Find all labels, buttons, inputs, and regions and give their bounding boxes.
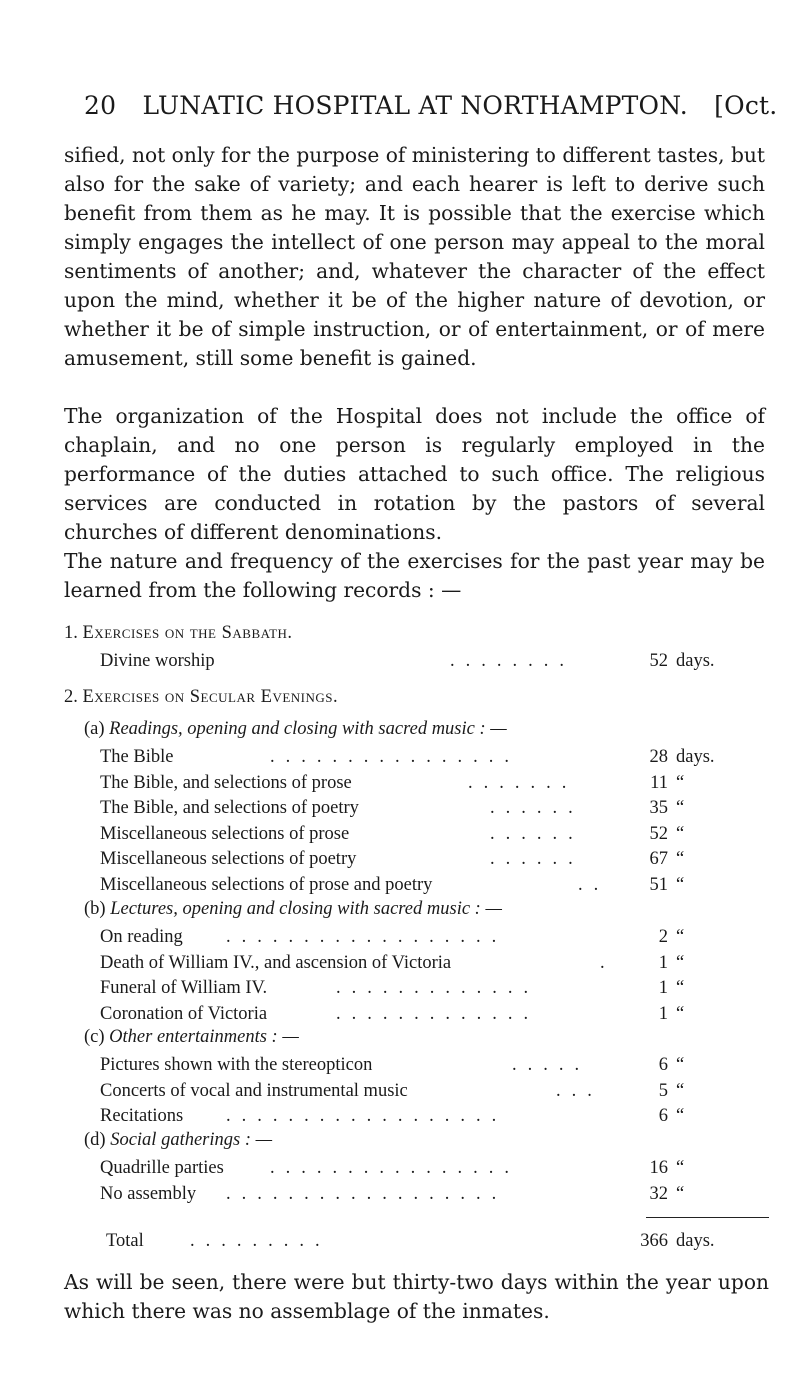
total-value: 366 [640,1231,668,1251]
record-label: Miscellaneous selections of poetry [100,849,357,869]
record-label: No assembly [100,1183,197,1204]
record-value: 28 [649,747,668,767]
header-date: [Oct. [714,91,778,120]
page-number: 20 [84,91,117,120]
record-row: The Bible ................ 28 days. [100,744,769,770]
body-paragraph-1: sified, not only for the purpose of ministering to different tastes, but also for the sake of variety; and each hearer is left to derive such benefit from them as he may. It is possible that the exercise which simply engages the intellect of one person may appeal to the moral sentiments of another; and, whatever the character of the effect upon the mind, whether it be of the higher nature of devotion, or whether it be of simple instruction, or of entertainment, or of mere amusement, still some benefit is gained. [64,143,765,370]
record-value: 11 [650,772,668,793]
record-unit: “ [676,772,685,793]
record-row: No assembly .................. 32 “ [100,1181,769,1207]
record-label: Pictures shown with the stereopticon [100,1055,373,1075]
body-paragraph-3: The nature and frequency of the exercises for the past year may be learned from the following records : — [64,549,765,602]
total-unit: days. [676,1231,715,1251]
sum-rule [646,1217,769,1218]
record-unit: “ [676,874,685,895]
record-row: Miscellaneous selections of poetry ...... 67 “ [100,846,769,872]
record-value: 6 [658,1055,668,1075]
running-title: LUNATIC HOSPITAL AT NORTHAMPTON. [142,91,688,120]
record-value: 1 [658,1003,668,1024]
record-row: On reading .................. 2 “ [100,924,769,950]
record-row: The Bible, and selections of prose ....... 11 “ [100,770,769,796]
record-unit: “ [676,1106,685,1126]
body-paragraph-2: The organization of the Hospital does not include the office of chaplain, and no one person is regularly employed in the performance of the duties attached to such office. The religious services are conducted in rotation by the pastors of several churches of different denominations. [64,404,765,544]
record-value: 52 [649,651,668,671]
record-label: Concerts of vocal and instrumental music [100,1080,408,1101]
record-row: Miscellaneous selections of prose and poetry .. 51 “ [100,872,769,898]
record-value: 16 [649,1158,668,1178]
record-row: The Bible, and selections of poetry ...... 35 “ [100,795,769,821]
record-unit: “ [676,1183,685,1204]
record-row: Funeral of William IV. ............. 1 “ [100,975,769,1001]
record-row: Death of William IV., and ascension of Victoria . 1 “ [100,950,769,976]
record-unit: days. [676,747,715,767]
record-row: Concerts of vocal and instrumental music ... 5 “ [100,1078,769,1104]
record-value: 32 [649,1183,668,1204]
closing-paragraph: As will be seen, there were but thirty-two days within the year upon which there was no assemblage of the inmates. [64,1270,769,1323]
record-label: Coronation of Victoria [100,1003,268,1024]
record-label: On reading [100,927,183,947]
record-label: Miscellaneous selections of prose [100,823,350,844]
record-label: Death of William IV., and ascension of Victoria [100,952,452,973]
record-unit: “ [676,1055,685,1075]
record-label: The Bible, and selections of prose [100,772,352,793]
record-unit: “ [676,798,685,818]
record-row: Coronation of Victoria ............. 1 “ [100,1001,769,1027]
record-label: Miscellaneous selections of prose and poetry [100,874,433,895]
record-label: The Bible, and selections of poetry [100,798,359,818]
total-row: Total ......... 366 days. [100,1228,769,1254]
record-value: 1 [658,952,668,973]
record-value: 67 [649,849,668,869]
record-value: 35 [649,798,668,818]
record-row: Miscellaneous selections of prose ...... 52 “ [100,821,769,847]
record-row: Recitations .................. 6 “ [100,1103,769,1129]
book-page: 20 LUNATIC HOSPITAL AT NORTHAMPTON. [Oct. sified, not only for the purpose of ministering to different tastes, but also for the sake of variety; and each hearer is left to derive such benefit from them as he may. It is possible that the exercise which simply engages the intellect of one person may appeal to the moral sentiments of another; and, whatever the character of the effect upon the mind, whether it be of the higher nature of devotion, or whether it be of simple instruction, or of entertainment, or of mere amusement, still some benefit is gained. The organization of the Hospital does not include the office of chaplain, and no one person is regularly employed in the performance of the duties attached to such office. The religious services are conducted in rotation by the pastors of several churches of different denominations. The nature and frequency of the exercises for the past year may be learned from the following records : — 1. Exercises on the Sabbath. Divine worship ........ 52 days. 2. Exercises on Secular Evenings. (a) Readings, opening and closing with sacred music : — The Bible ................ 28 days. The Bible, and selections of prose ....... 11 “ The Bible, and selections of poetry ...... 35 “ Miscellaneous selections of prose ...... 52 “ Miscellaneous selections of poetry ...... 67 “ Miscellaneous selections of prose and poetry .. 51 “ (b) Lectures, opening and closing with sacred music : — On reading .................. 2 “ Death of William IV., and ascension of Victoria . 1 “ Funeral of William IV. ............. 1 “ Coronation of Victoria ............. 1 “ (c) Other entertainments : — Pictures shown with the stereopticon ..... 6 “ Concerts of vocal and instrumental music ... 5 “ Recitations .................. 6 “ (d) Social gatherings : — Quadrille parties ................ 16 “ No assembly .................. 32 “ Total ......... 366 days. As will be seen, there were but thirty-two days within the year upon which there was no assemblage of the inmates. [0,0,801,1391]
record-row: Quadrille parties ................ 16 “ [100,1155,769,1181]
record-value: 1 [658,978,668,998]
record-value: 5 [658,1080,668,1101]
record-label: Funeral of William IV. [100,978,268,998]
record-unit: “ [676,927,685,947]
record-unit: “ [676,849,685,869]
record-unit: “ [676,978,685,998]
record-label: Divine worship [100,651,215,671]
record-unit: “ [676,952,685,973]
record-value: 52 [649,823,668,844]
running-header [84,91,778,120]
record-value: 2 [658,927,668,947]
record-row: Divine worship ........ 52 days. [100,648,769,674]
record-value: 6 [658,1106,668,1126]
record-unit: “ [676,823,685,844]
record-label: The Bible [100,747,174,767]
record-unit: “ [676,1158,685,1178]
record-unit: “ [676,1080,685,1101]
total-label: Total [106,1231,144,1251]
record-row: Pictures shown with the stereopticon ..... 6 “ [100,1052,769,1078]
record-value: 51 [649,874,668,895]
record-label: Recitations [100,1106,184,1126]
record-unit: days. [676,651,715,671]
record-label: Quadrille parties [100,1158,224,1178]
record-unit: “ [676,1003,685,1024]
